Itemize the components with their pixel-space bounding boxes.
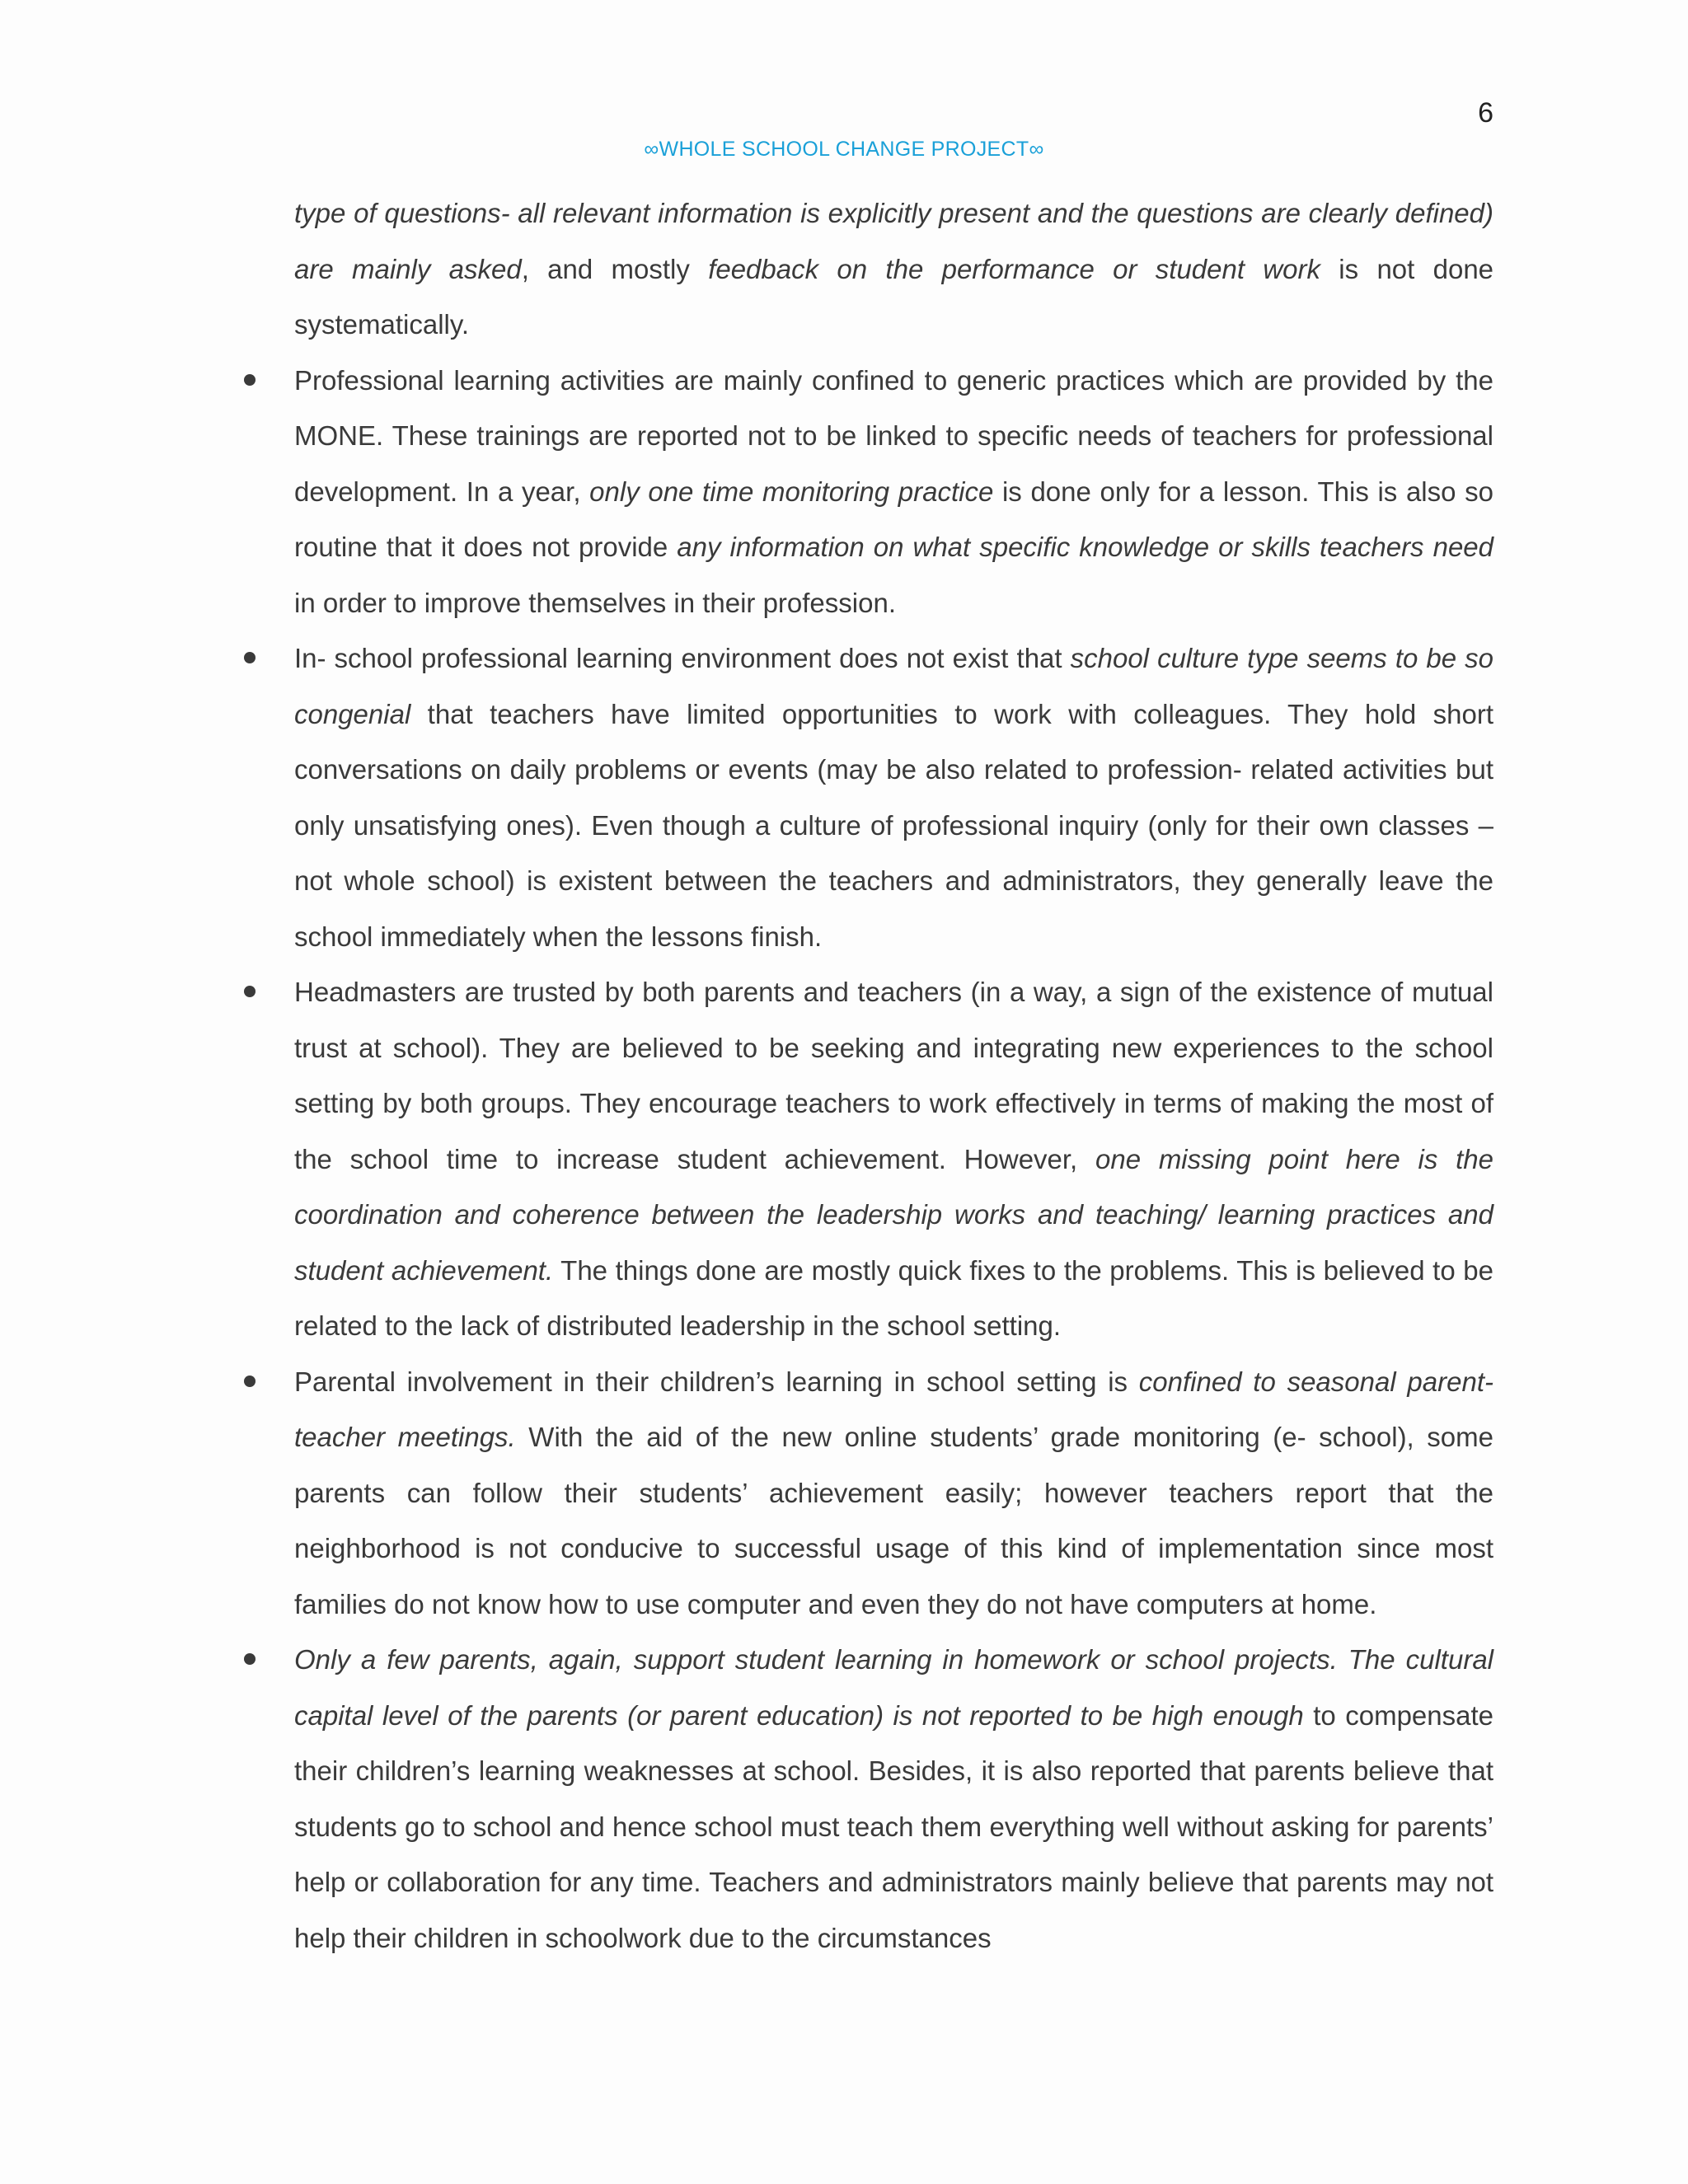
- text-run: The things done are mostly quick fixes to the problems. This is believed to be related to the lack of distributed leadership in the school setting.: [294, 1254, 1493, 1341]
- text-run: to compensate their children’s learning weaknesses at school. Besides, it is also reported that parents believe that students go to school and hence school must teach them everything well without asking for parents’ help or collaboration for any time. Teachers and administrators mainly believe that parents may not help their children in schoolwork due to the circumstances: [294, 1699, 1493, 1953]
- text-run: In- school professional learning environment does not exist that: [294, 643, 1071, 673]
- list-item: [294, 1354, 1493, 1633]
- text-run: in order to improve themselves in their profession.: [294, 587, 896, 618]
- list-item: [294, 630, 1493, 964]
- text-run: is not done systematically.: [294, 253, 1494, 340]
- bullet-icon: [244, 1653, 256, 1665]
- text-run: With the aid of the new online students’ grade monitoring (e- school), some parents can follow their students’ achievement easily; however teachers report that the neighborhood is not conducive to successful usage of this kind of implementation since most families do not know how to use computer and even they do not have computers at home.: [294, 1422, 1493, 1619]
- running-header: ∞WHOLE SCHOOL CHANGE PROJECT∞: [644, 138, 1044, 161]
- page-number: 6: [1478, 97, 1493, 129]
- text-run-italic: confined to seasonal parent-teacher meetings.: [294, 1366, 1493, 1452]
- document-body: [294, 185, 1493, 1966]
- bullet-icon: [244, 374, 256, 386]
- bullet-icon: [244, 652, 256, 663]
- text-run-italic: type of questions- all relevant information is explicitly present and the questions are clearly defined) are mainly asked: [294, 198, 1493, 284]
- text-run: is done only for a lesson. This is also so routine that it does not provide: [294, 476, 1493, 562]
- list-item: [294, 1632, 1493, 1966]
- text-run-italic: feedback on the performance or student work: [708, 253, 1321, 284]
- text-run: Parental involvement in their children’s learning in school setting is: [294, 1366, 1139, 1397]
- text-run-italic: one missing point here is the coordination and coherence between the leadership works and teaching/ learning practices and student achievement.: [294, 1143, 1494, 1286]
- text-run: that teachers have limited opportunities to work with colleagues. They hold short conversations on daily problems or events (may be also related to profession- related activities but only unsatisfying ones). Even though a culture of professional inquiry (only for their own classes – not whole school) is existent between the teachers and administrators, they generally leave the school immediately when the lessons finish.: [294, 698, 1493, 952]
- list-item: [294, 964, 1493, 1354]
- list-item: [294, 353, 1493, 631]
- text-run: Professional learning activities are mainly confined to generic practices which are provided by the MONE. These trainings are reported not to be linked to specific needs of teachers for professional development. In a year,: [294, 364, 1493, 507]
- continued-paragraph: [294, 185, 1493, 353]
- text-run-italic: Only a few parents, again, support student learning in homework or school projects. The cultural capital level of the parents (or parent education) is not reported to be high enough: [294, 1644, 1493, 1731]
- bullet-list: [294, 353, 1493, 1966]
- text-run: , and mostly: [521, 253, 709, 284]
- text-run-italic: school culture type seems to be so congenial: [294, 643, 1494, 729]
- text-run-italic: any information on what specific knowledge or skills teachers need: [677, 532, 1493, 562]
- bullet-icon: [244, 986, 256, 997]
- text-run: Headmasters are trusted by both parents and teachers (in a way, a sign of the existence of mutual trust at school). They are believed to be seeking and integrating new experiences to the school setting by both groups. They encourage teachers to work effectively in terms of making the most of the school time to increase student achievement. However,: [294, 977, 1493, 1174]
- bullet-icon: [244, 1376, 256, 1387]
- text-run-italic: only one time monitoring practice: [589, 476, 994, 507]
